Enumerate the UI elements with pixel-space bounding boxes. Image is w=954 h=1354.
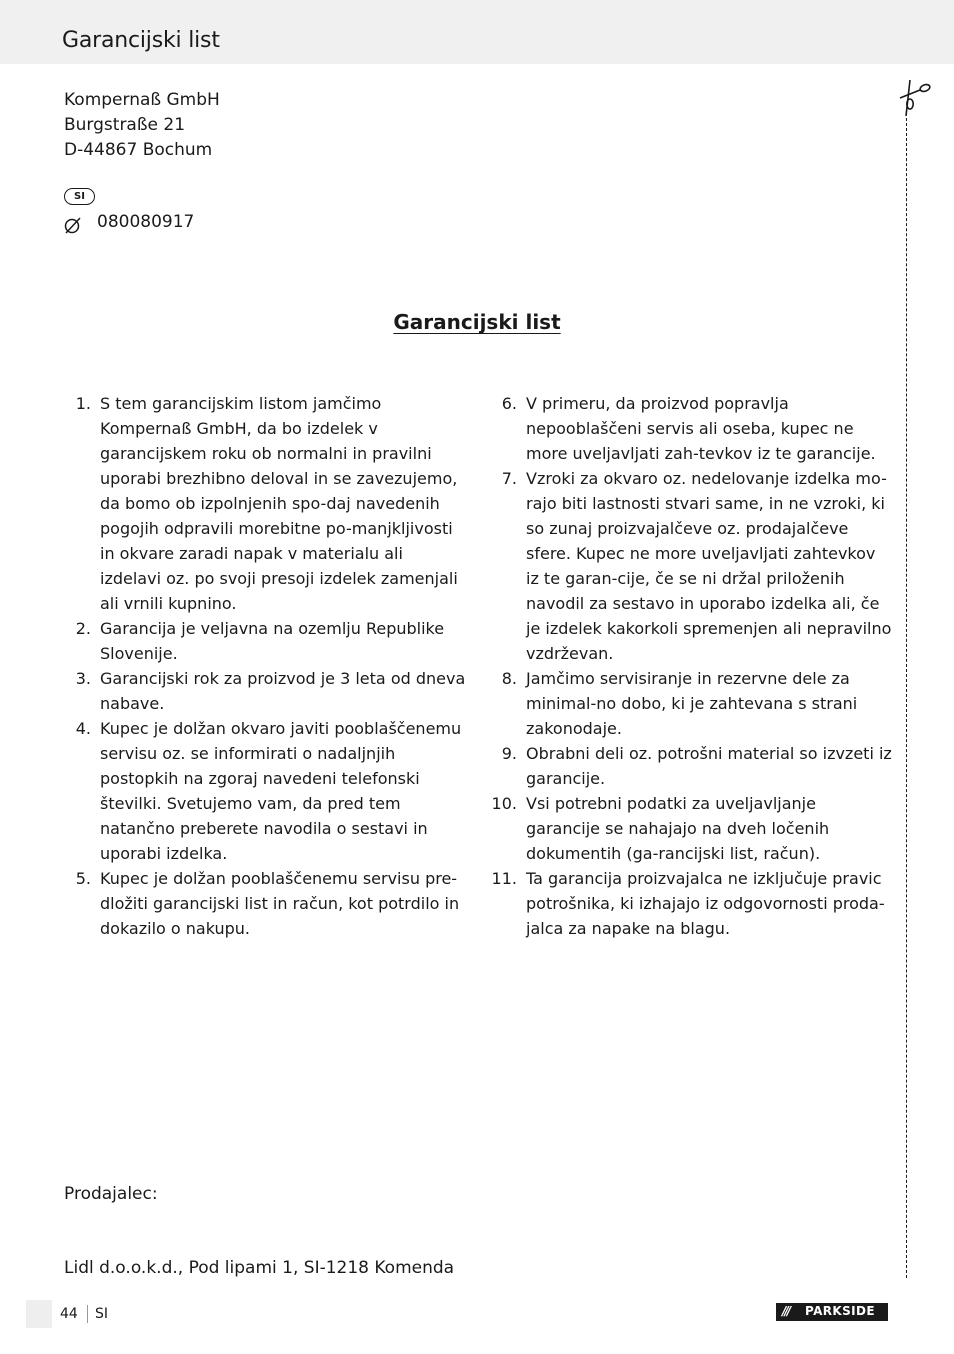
footer-divider (87, 1305, 88, 1323)
seller-address: Lidl d.o.o.k.d., Pod lipami 1, SI-1218 Komenda (64, 1258, 455, 1278)
list-item-number: 9. (501, 744, 517, 763)
list-item-text: Vsi potrebni podatki za uveljavljanje garancije se nahajajo na dveh ločenih dokumentih (ga-rancijski list, račun). (526, 794, 830, 863)
page-number: 44 (60, 1306, 78, 1322)
list-item (64, 666, 466, 716)
list-item-number: 10. (491, 794, 517, 813)
list-item (490, 391, 892, 466)
list-item-text: Obrabni deli oz. potrošni material so izvzeti iz garancije. (526, 744, 892, 788)
list-item-number: 8. (501, 669, 517, 688)
brand-name: PARKSIDE (805, 1304, 875, 1318)
document-title-text: Garancijski list (393, 310, 561, 334)
list-item-text: S tem garancijskim listom jamčimo Kompernaß GmbH, da bo izdelek v garancijskem roku ob normalni in pravilni uporabi brezhibno deloval in se zavezujemo, da bomo ob izpolnjenih spo-daj navedenih pogojih odpravili morebitne po-manjkljivosti in okvare zaradi napak v materialu ali izdelavi oz. po svoji presoji izdelek zamenjali ali vrnili kupnino. (100, 394, 458, 613)
phone-number: 080080917 (97, 212, 195, 232)
cut-line (906, 118, 907, 1278)
brand-logo (776, 1303, 888, 1321)
list-item (64, 391, 466, 616)
list-item-text: Jamčimo servisiranje in rezervne dele za minimal-no dobo, ki je zahtevana s strani zakonodaje. (526, 669, 858, 738)
list-item-text: Kupec je dolžan pooblaščenemu servisu pre-dložiti garancijski list in račun, kot potrdilo in dokazilo o nakupu. (100, 869, 460, 938)
list-item (490, 466, 892, 666)
list-item-text: Ta garancija proizvajalca ne izključuje pravic potrošnika, ki izhajajo iz odgovornosti proda-jalca za napake na blagu. (526, 869, 885, 938)
list-item-text: Vzroki za okvaro oz. nedelovanje izdelka mo-rajo biti lastnosti stvari same, in ne vzroki, ki so zunaj proizvajalčeve oz. prodajalčeve sfere. Kupec ne more uveljavljati zahtevkov iz te garan-cije, če se ni držal priloženih navodil za sestavo in uporabo izdelka ali, če je izdelek kakorkoli spremenjen ali nepravilno vzdrževan. (526, 469, 892, 663)
company-street: Burgstraße 21 (64, 115, 186, 135)
list-item-number: 11. (491, 869, 517, 888)
scissors-icon (896, 76, 936, 120)
list-item-number: 2. (75, 619, 91, 638)
phone-icon (64, 216, 82, 234)
list-item (64, 716, 466, 866)
list-item (64, 866, 466, 941)
list-item-text: Garancijski rok za proizvod je 3 leta od dneva nabave. (100, 669, 466, 713)
terms-column-right (490, 391, 892, 941)
list-item (490, 866, 892, 941)
page-header-title: Garancijski list (62, 28, 220, 53)
list-item (64, 616, 466, 666)
seller-label: Prodajalec: (64, 1184, 158, 1204)
list-item (490, 741, 892, 791)
company-city: D-44867 Bochum (64, 140, 213, 160)
list-item-number: 3. (75, 669, 91, 688)
list-item-number: 4. (75, 719, 91, 738)
country-badge: SI (64, 188, 95, 205)
footer-marker (26, 1300, 52, 1328)
list-item (490, 791, 892, 866)
company-name: Kompernaß GmbH (64, 90, 220, 110)
company-address (64, 88, 220, 163)
list-item-number: 1. (75, 394, 91, 413)
brand-stripes-icon: /// (782, 1304, 790, 1318)
list-item-text: V primeru, da proizvod popravlja nepooblaščeni servis ali oseba, kupec ne more uveljavljati zah-tevkov iz te garancije. (526, 394, 876, 463)
list-item-number: 7. (501, 469, 517, 488)
document-title (0, 310, 954, 334)
list-item-text: Kupec je dolžan okvaro javiti pooblaščenemu servisu oz. se informirati o nadaljnjih postopkih na zgoraj navedeni telefonski številki. Svetujemo vam, da pred tem natančno preberete navodila o sestavi in uporabi izdelka. (100, 719, 462, 863)
list-item-number: 6. (501, 394, 517, 413)
list-item-text: Garancija je veljavna na ozemlju Republike Slovenije. (100, 619, 445, 663)
terms-column-left (64, 391, 466, 941)
list-item (490, 666, 892, 741)
language-code: SI (95, 1306, 109, 1322)
list-item-number: 5. (75, 869, 91, 888)
